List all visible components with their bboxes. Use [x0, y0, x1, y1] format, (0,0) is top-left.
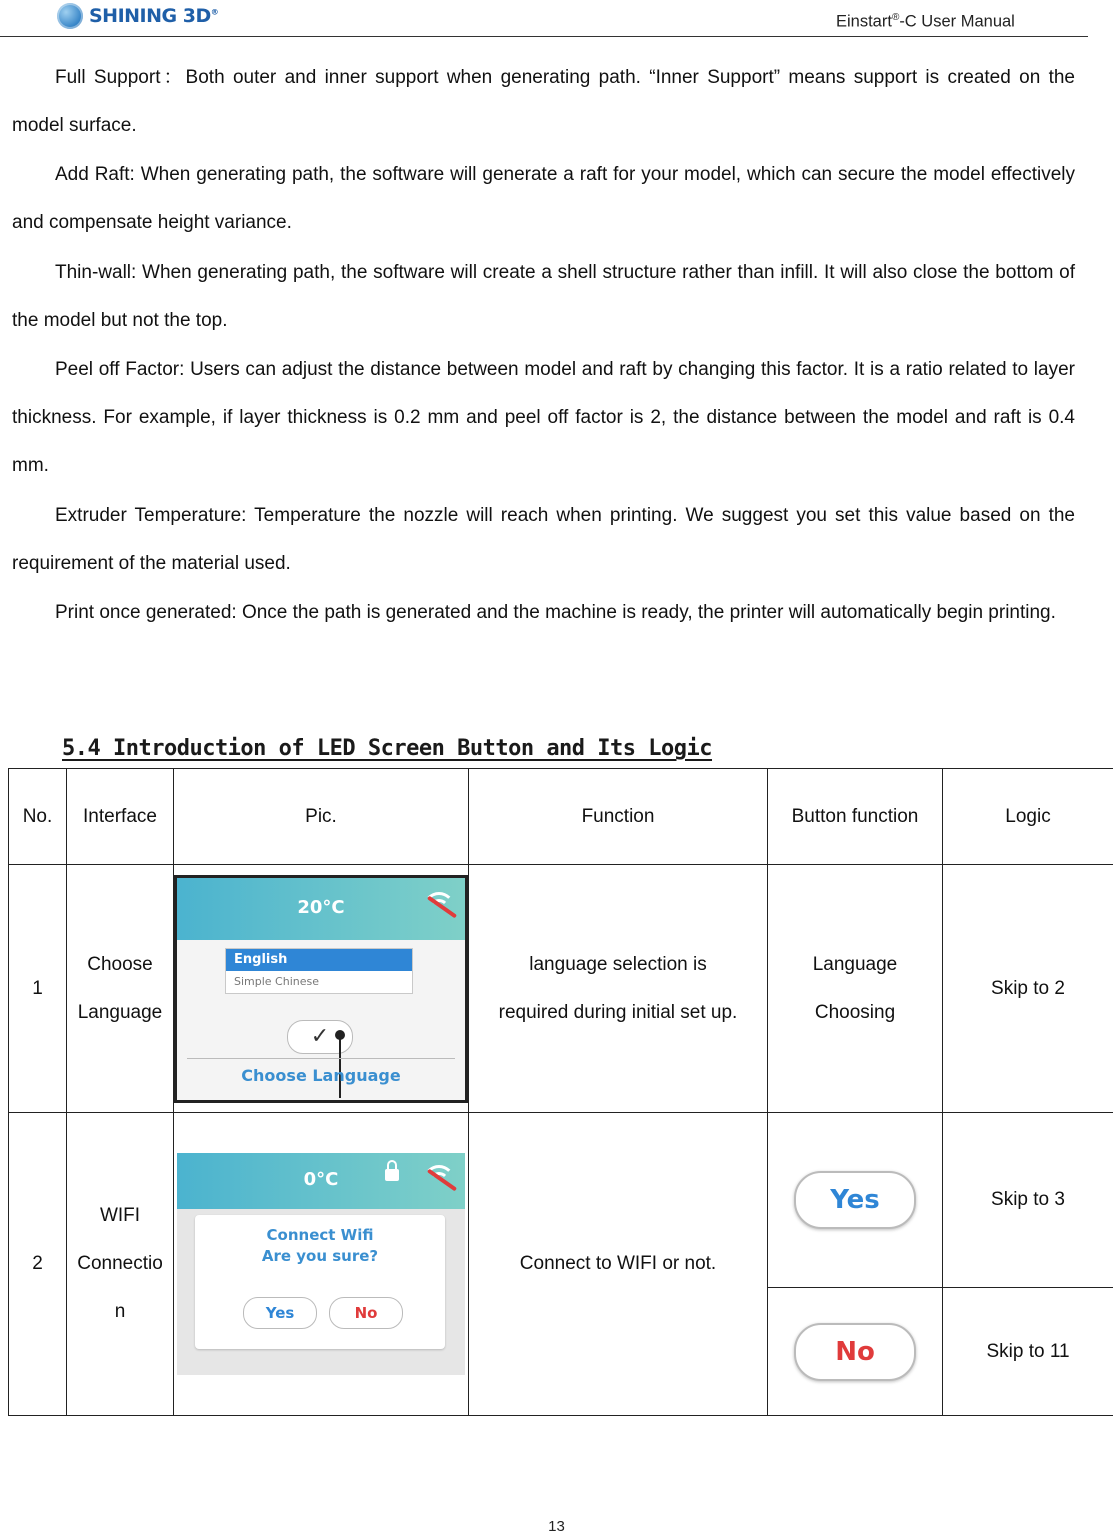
- language-option-english[interactable]: English: [226, 949, 412, 971]
- button-function-text: Choosing: [814, 1001, 896, 1023]
- lock-icon: [385, 1169, 399, 1181]
- led-button-logic-table: [8, 768, 1113, 1416]
- dialog-yes-button[interactable]: Yes: [243, 1297, 317, 1329]
- button-function-text: Language: [812, 953, 898, 975]
- header-pic: Pic.: [174, 769, 469, 865]
- header-no: No.: [9, 769, 67, 865]
- paragraph-peel-off-factor: Peel off Factor: Users can adjust the distance between model and raft by changing this factor. It is a ratio related to layer thickness. For example, if layer thickness is 0.2 mm and peel off factor is 2, the distance between the model and raft is 0.4 mm.: [12, 359, 1075, 476]
- interface-text: n: [114, 1301, 126, 1322]
- logic-cell: Skip to 11: [943, 1288, 1113, 1416]
- yes-button[interactable]: Yes: [794, 1171, 916, 1229]
- header-logic: Logic: [943, 769, 1113, 865]
- language-option-chinese[interactable]: Simple Chinese: [234, 974, 320, 988]
- temperature-readout: 0°C: [303, 1169, 339, 1190]
- dialog-title: [195, 1225, 445, 1267]
- dialog-no-button[interactable]: No: [329, 1297, 403, 1329]
- temperature-readout: 20°C: [297, 896, 345, 918]
- dialog-title-line: Connect Wifi: [266, 1226, 374, 1244]
- interface-cell: [67, 865, 174, 1113]
- wifi-off-icon: [423, 1165, 455, 1193]
- logic-cell: Skip to 3: [943, 1113, 1113, 1288]
- brand-name: SHINING 3D®: [89, 5, 219, 27]
- function-cell: Connect to WIFI or not.: [469, 1113, 768, 1416]
- table-row: [9, 1113, 1113, 1288]
- page-number: 13: [548, 1518, 565, 1535]
- manual-title: Einstart®-C User Manual: [836, 12, 1015, 31]
- interface-text: Choose: [87, 953, 153, 975]
- table-row: [9, 865, 1113, 1113]
- no-button[interactable]: No: [794, 1323, 916, 1381]
- pic-cell: [174, 865, 469, 1113]
- function-text: required during initial set up.: [498, 1001, 738, 1023]
- section-title: 5.4 Introduction of LED Screen Button and Its Logic: [62, 736, 713, 761]
- button-function-cell: [768, 1113, 943, 1288]
- table-header-row: [9, 769, 1113, 865]
- wifi-off-icon: [423, 892, 455, 920]
- header-function: Function: [469, 769, 768, 865]
- dialog-title-line: Are you sure?: [261, 1247, 379, 1265]
- row-number: 1: [9, 865, 67, 1113]
- paragraph-extruder-temperature: Extruder Temperature: Temperature the nozzle will reach when printing. We suggest you set this value based on the requirement of the material used.: [12, 505, 1075, 574]
- screen-divider: [187, 1058, 455, 1059]
- function-text: language selection is: [529, 953, 707, 975]
- paragraph-add-raft: Add Raft: When generating path, the software will generate a raft for your model, which can secure the model effectively and compensate height variance.: [12, 164, 1075, 233]
- logic-cell: Skip to 2: [943, 865, 1113, 1113]
- interface-text: Connectio: [77, 1253, 163, 1274]
- header-interface: Interface: [67, 769, 174, 865]
- led-screen-choose-language: [174, 875, 468, 1103]
- paragraph-full-support: Full Support：Both outer and inner support when generating path. “Inner Support” means support is created on the model surface.: [12, 67, 1075, 136]
- interface-text: Language: [77, 1001, 163, 1023]
- screen-status-bar: [177, 1153, 465, 1209]
- header-button-function: Button function: [768, 769, 943, 865]
- page-header: [0, 0, 1088, 37]
- globe-logo-icon: [57, 3, 83, 29]
- connect-wifi-dialog: [195, 1215, 445, 1349]
- screen-caption: Choose Language: [241, 1065, 401, 1085]
- row-number: 2: [9, 1113, 67, 1416]
- interface-cell: [67, 1113, 174, 1416]
- language-list: [225, 948, 413, 994]
- pic-cell: [174, 1113, 469, 1416]
- interface-text: WIFI: [99, 1205, 141, 1226]
- button-function-cell: [768, 1288, 943, 1416]
- screen-status-bar: [177, 878, 465, 940]
- confirm-check-button[interactable]: ✓: [287, 1020, 353, 1054]
- function-cell: [469, 865, 768, 1113]
- button-function-cell: [768, 865, 943, 1113]
- led-screen-connect-wifi: [177, 1153, 465, 1375]
- brand-logo: [57, 3, 218, 29]
- paragraph-print-once-generated: Print once generated: Once the path is generated and the machine is ready, the printer will automatically begin printing.: [55, 602, 1056, 623]
- paragraph-thin-wall: Thin-wall: When generating path, the software will create a shell structure rather than infill. It will also close the bottom of the model but not the top.: [12, 262, 1075, 331]
